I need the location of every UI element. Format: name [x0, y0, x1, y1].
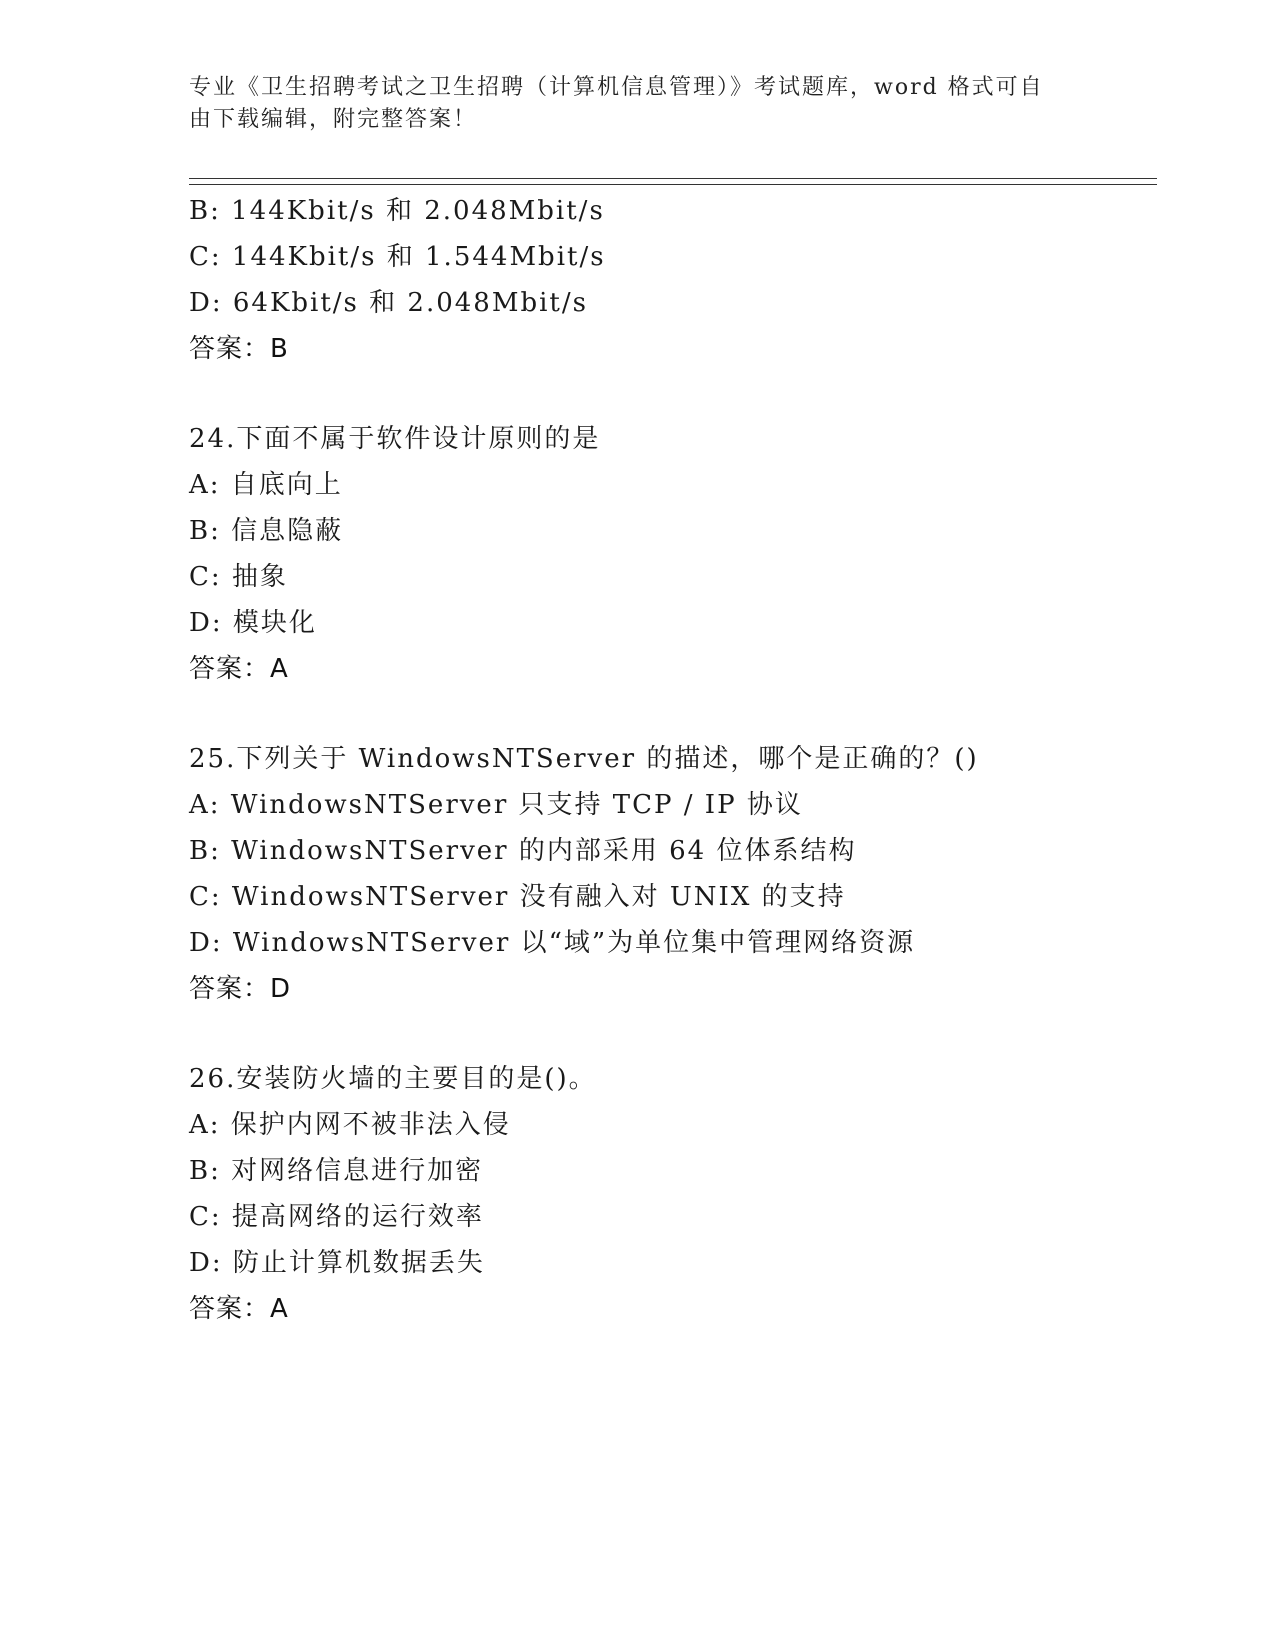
- option-a: A: 保护内网不被非法入侵: [189, 1110, 511, 1140]
- header-line-1: 专业《卫生招聘考试之卫生招聘（计算机信息管理）》考试题库，word 格式可自: [189, 75, 1044, 100]
- option-a: A: WindowsNTServer 只支持 TCP / IP 协议: [189, 790, 803, 820]
- answer: 答案：A: [189, 1294, 289, 1324]
- answer: 答案：A: [189, 654, 289, 684]
- question-stem: 25.下列关于 WindowsNTServer 的描述，哪个是正确的？(): [189, 744, 979, 774]
- answer: 答案：D: [189, 974, 292, 1004]
- option-d: D: 64Kbit/s 和 2.048Mbit/s: [189, 288, 588, 318]
- question-23-continued: [189, 188, 1157, 372]
- question-26: [189, 1056, 1157, 1332]
- option-c: C: 144Kbit/s 和 1.544Mbit/s: [189, 242, 606, 272]
- spacer: [189, 1012, 1157, 1056]
- option-b: B: 信息隐蔽: [189, 516, 344, 546]
- spacer: [189, 372, 1157, 416]
- question-list: [189, 188, 1157, 1332]
- option-c: C: 提高网络的运行效率: [189, 1202, 484, 1232]
- option-b: B: 144Kbit/s 和 2.048Mbit/s: [189, 196, 605, 226]
- document-header: [189, 72, 1089, 136]
- option-c: C: WindowsNTServer 没有融入对 UNIX 的支持: [189, 882, 846, 912]
- option-a: A: 自底向上: [189, 470, 343, 500]
- option-b: B: 对网络信息进行加密: [189, 1156, 484, 1186]
- answer: 答案：B: [189, 334, 289, 364]
- question-stem: 24.下面不属于软件设计原则的是: [189, 424, 601, 454]
- option-d: D: WindowsNTServer 以“域”为单位集中管理网络资源: [189, 928, 916, 958]
- option-b: B: WindowsNTServer 的内部采用 64 位体系结构: [189, 836, 857, 866]
- option-c: C: 抽象: [189, 562, 288, 592]
- question-24: [189, 416, 1157, 692]
- question-stem: 26.安装防火墙的主要目的是()。: [189, 1064, 597, 1094]
- spacer: [189, 692, 1157, 736]
- header-line-2: 由下载编辑，附完整答案！: [189, 107, 478, 132]
- question-25: [189, 736, 1157, 1012]
- option-d: D: 模块化: [189, 608, 317, 638]
- header-divider: [189, 178, 1157, 185]
- option-d: D: 防止计算机数据丢失: [189, 1248, 485, 1278]
